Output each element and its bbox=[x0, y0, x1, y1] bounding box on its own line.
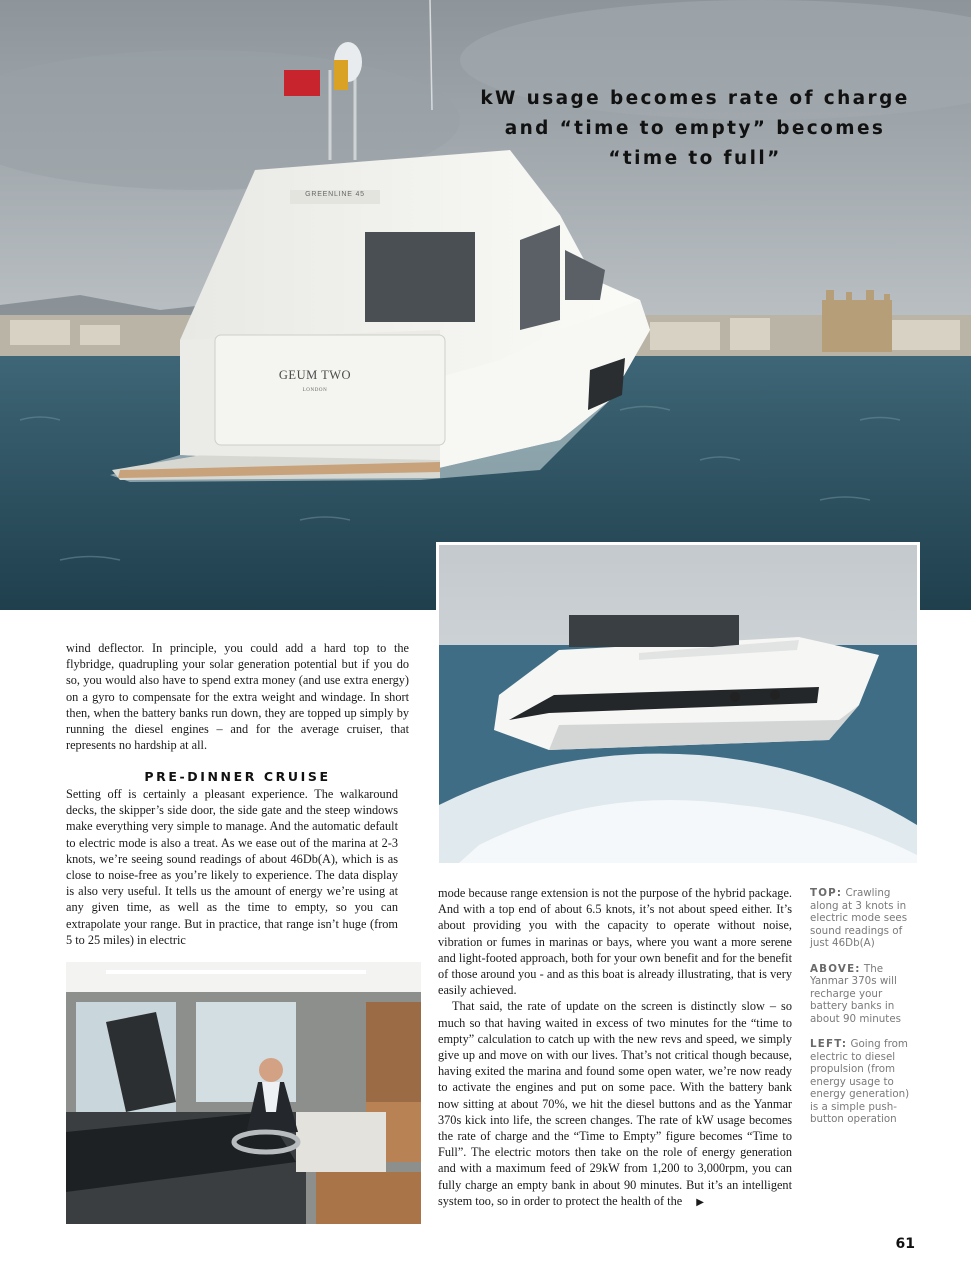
body-column-1 bbox=[66, 640, 409, 753]
caption-label: LEFT: bbox=[810, 1038, 848, 1050]
body-column-1-continued bbox=[66, 786, 398, 948]
caption-top bbox=[810, 887, 910, 950]
body-paragraph: Setting off is certainly a pleasant experience. The walkaround decks, the skipper’s side door, the side gate and the steep windows make everything very simple to manage. And the automatic default to electric mode is also a treat. As we ease out of the marina at 2-3 knots, we’re seeing sound readings of about 46Db(A), which is as close to noise-free as you’re likely to experience. The data display is also very useful. It tells us the amount of energy we’re using at any given time, as well as the time to empty, so you can extrapolate your range. But in practice, that range isn’t huge (from 5 to 25 miles) in electric bbox=[66, 787, 398, 947]
continue-arrow-icon: ▶ bbox=[696, 1196, 704, 1208]
boat-underway-illustration bbox=[439, 545, 917, 863]
body-paragraph: wind deflector. In principle, you could add a hard top to the flybridge, quadrupling your solar generation potential but if you do so, you would also have to spend extra money (and use extra energy) on a gyro to compensate for the extra weight and windage. In short then, when the battery banks run down, they are topped up simply by running the diesel engines – and for the average cruiser, that represents no hardship at all. bbox=[66, 641, 409, 753]
body-paragraph-text: That said, the rate of update on the screen is distinctly slow – so much so that having waited in excess of two minutes for the “time to empty” calculation to catch up with the new revs and speed, we simply give up and move on with our lives. That’s not critical though because, having exited the marina and found some open water, we’re now ready to activate the engines and put on some pace. With the battery bank now sitting at about 70%, we hit the diesel buttons and as the Yanmar 370s kick into life, the screen changes. The rate of kW usage becomes the rate of charge and the “Time to Empty” figure becomes “Time to Full”. The electric motors then take on the role of energy generation and with a maximum feed of 29kW from 1,200 to 3,000rpm, you can fully charge an empty bank in about 90 minutes. But it’s an intelligent system too, so in order to protect the health of the bbox=[438, 999, 792, 1208]
page-number: 61 bbox=[895, 1236, 915, 1252]
inset-photo-boat-underway bbox=[436, 542, 920, 866]
caption-text: The Yanmar 370s will recharge your battery banks in about 90 minutes bbox=[810, 962, 902, 1025]
body-paragraph bbox=[438, 998, 792, 1211]
caption-above bbox=[810, 963, 910, 1026]
hero-photo bbox=[0, 0, 971, 610]
caption-label: TOP: bbox=[810, 887, 843, 899]
body-paragraph: mode because range extension is not the purpose of the hybrid package. And with a top end of about 6.5 knots, it’s not about speed either. It’s about providing you with the capacity to operate without noise, vibration or fumes in marinas or bays, where you want a more serene and light-footed approach, both for your own benefit and for the benefit of those around you - and as this boat is already illustrating, that is very easily achieved. bbox=[438, 886, 792, 998]
spanish-courtesy-flag bbox=[334, 60, 348, 90]
photo-captions bbox=[810, 887, 910, 1139]
pull-quote-line: and “time to empty” becomes bbox=[504, 118, 886, 139]
caption-left bbox=[810, 1038, 910, 1126]
helm-station-illustration bbox=[66, 962, 421, 1224]
home-port-label: LONDON bbox=[302, 388, 328, 393]
pull-quote-line: kW usage becomes rate of charge bbox=[480, 88, 910, 109]
helm-station-photo bbox=[66, 962, 421, 1224]
caption-text: Crawling along at 3 knots in electric mode sees sound readings of just 46Db(A) bbox=[810, 887, 908, 949]
caption-label: ABOVE: bbox=[810, 962, 861, 975]
pull-quote bbox=[480, 84, 910, 174]
section-subheading: PRE-DINNER CRUISE bbox=[144, 769, 331, 784]
red-ensign-flag bbox=[284, 70, 320, 96]
caption-text: Going from electric to diesel propulsion (from energy usage to energy generation) is a simple push-button operation bbox=[810, 1038, 910, 1125]
boat-name-label: GEUM TWO bbox=[278, 368, 352, 382]
body-column-2 bbox=[438, 885, 792, 1211]
pull-quote-line: “time to full” bbox=[608, 148, 782, 169]
model-badge-label: GREENLINE 45 bbox=[305, 191, 365, 198]
